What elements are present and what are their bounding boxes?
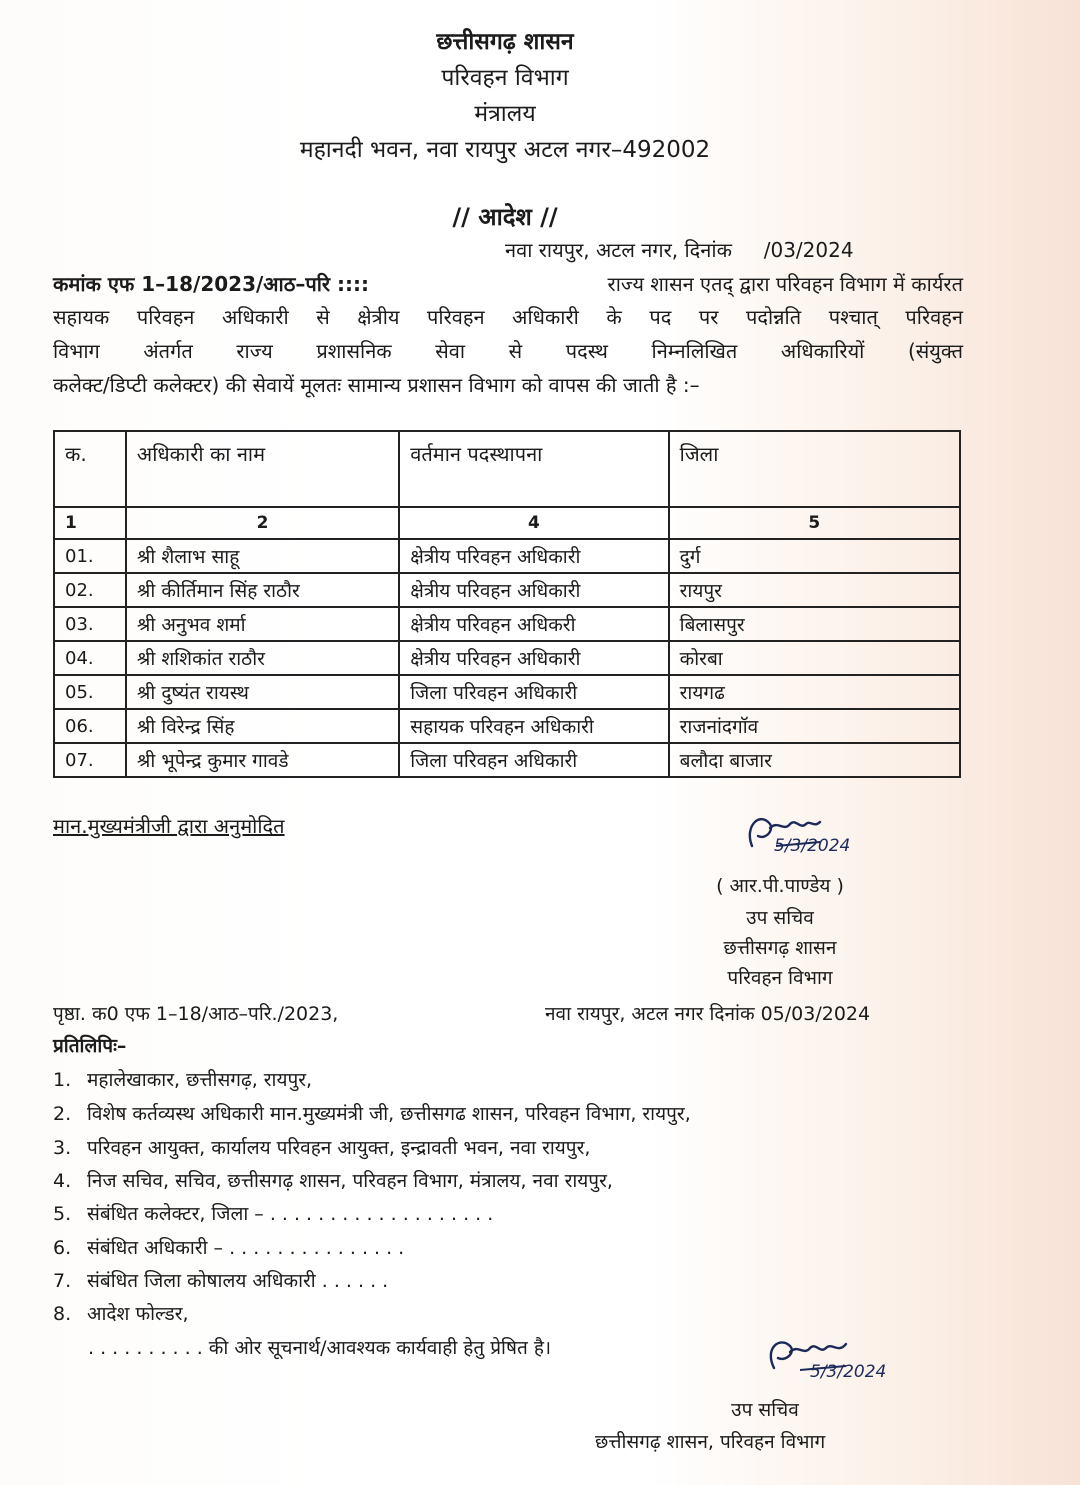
row-district: दुर्ग bbox=[669, 539, 960, 573]
copy-item bbox=[53, 1066, 312, 1092]
office-heading: मंत्रालय bbox=[474, 101, 536, 127]
order-line-4: कलेक्ट/डिप्टी कलेक्टर) की सेवायें मूलतः सामान्य प्रशासन विभाग को वापस की जाती है :– bbox=[53, 373, 700, 397]
copy-text: विशेष कर्तव्यस्थ अधिकारी मान.मुख्यमंत्री जी, छत्तीसगढ शासन, परिवहन विभाग, रायपुर, bbox=[87, 1103, 691, 1125]
order-title: // आदेश // bbox=[452, 203, 558, 231]
col-number-2: 2 bbox=[126, 507, 399, 539]
copy-number: 4. bbox=[53, 1170, 72, 1192]
row-name: श्री भूपेन्द्र कुमार गावडे bbox=[126, 743, 399, 777]
row-district: बिलासपुर bbox=[669, 607, 960, 641]
copy-number: 7. bbox=[53, 1270, 72, 1292]
table-row bbox=[54, 573, 960, 607]
copy-number: 8. bbox=[53, 1303, 72, 1325]
approval-note: मान.मुख्यमंत्रीजी द्वारा अनुमोदित bbox=[53, 814, 285, 838]
copy-text: संबंधित कलेक्टर, जिला – . . . . . . . . . . . . . . . . . . . bbox=[87, 1203, 494, 1225]
signatory-1-designation: उप सचिव bbox=[746, 907, 814, 929]
signature-1 bbox=[740, 806, 890, 868]
table-header-row bbox=[54, 431, 960, 507]
copy-number: 2. bbox=[53, 1103, 72, 1125]
copy-number: 1. bbox=[53, 1069, 72, 1091]
row-name: श्री दुष्यंत रायस्थ bbox=[126, 675, 399, 709]
copy-item bbox=[53, 1100, 691, 1126]
row-district: रायगढ bbox=[669, 675, 960, 709]
department-heading: परिवहन विभाग bbox=[441, 65, 569, 91]
row-name: श्री विरेन्द्र सिंह bbox=[126, 709, 399, 743]
row-serial: 03. bbox=[54, 607, 126, 641]
row-serial: 04. bbox=[54, 641, 126, 675]
order-date: नवा रायपुर, अटल नगर, दिनांक /03/2024 bbox=[505, 238, 854, 262]
row-district: कोरबा bbox=[669, 641, 960, 675]
copy-item bbox=[53, 1300, 189, 1326]
endorsement-date: नवा रायपुर, अटल नगर दिनांक 05/03/2024 bbox=[545, 1003, 871, 1025]
row-posting: जिला परिवहन अधिकारी bbox=[399, 743, 668, 777]
copy-text: परिवहन आयुक्त, कार्यालय परिवहन आयुक्त, इन्द्रावती भवन, नवा रायपुर, bbox=[87, 1137, 591, 1159]
copy-text: महालेखाकार, छत्तीसगढ़, रायपुर, bbox=[87, 1069, 313, 1091]
signature-2-date: 5/3/2024 bbox=[810, 1362, 887, 1382]
copy-number: 6. bbox=[53, 1237, 72, 1259]
table-row bbox=[54, 641, 960, 675]
row-serial: 02. bbox=[54, 573, 126, 607]
copy-text: संबंधित जिला कोषालय अधिकारी . . . . . . bbox=[87, 1270, 389, 1292]
row-posting: सहायक परिवहन अधिकारी bbox=[399, 709, 668, 743]
row-name: श्री अनुभव शर्मा bbox=[126, 607, 399, 641]
copy-item bbox=[53, 1234, 404, 1260]
col-number-4: 4 bbox=[399, 507, 668, 539]
row-name: श्री शशिकांत राठौर bbox=[126, 641, 399, 675]
signatory-2-designation: उप सचिव bbox=[731, 1399, 799, 1421]
copy-item bbox=[53, 1200, 493, 1226]
row-district: राजनांदगॉव bbox=[669, 709, 960, 743]
copy-text: निज सचिव, सचिव, छत्तीसगढ़ शासन, परिवहन विभाग, मंत्रालय, नवा रायपुर, bbox=[87, 1170, 613, 1192]
order-text-1: राज्य शासन एतद् द्वारा परिवहन विभाग में कार्यरत bbox=[607, 272, 963, 296]
closing-note: . . . . . . . . . . की ओर सूचनार्थ/आवश्यक कार्यवाही हेतु प्रेषित है। bbox=[88, 1337, 552, 1359]
row-district: बलौदा बाजार bbox=[669, 743, 960, 777]
order-number: कमांक एफ 1–18/2023/आठ–परि :::: bbox=[53, 272, 370, 296]
signature-1-date: 5/3/2024 bbox=[774, 836, 851, 856]
officers-table bbox=[53, 430, 961, 778]
signatory-1-government: छत्तीसगढ़ शासन bbox=[723, 937, 837, 959]
signatory-1-department: परिवहन विभाग bbox=[727, 967, 833, 989]
row-serial: 06. bbox=[54, 709, 126, 743]
copy-number: 3. bbox=[53, 1137, 72, 1159]
copy-text: आदेश फोल्डर, bbox=[87, 1303, 189, 1325]
header-posting: वर्तमान पदस्थापना bbox=[399, 431, 668, 507]
copy-item bbox=[53, 1134, 590, 1160]
copy-item bbox=[53, 1167, 613, 1193]
row-posting: क्षेत्रीय परिवहन अधिकारी bbox=[399, 573, 668, 607]
table-row bbox=[54, 709, 960, 743]
row-district: रायपुर bbox=[669, 573, 960, 607]
table-row bbox=[54, 607, 960, 641]
header-district: जिला bbox=[669, 431, 960, 507]
header-serial: क. bbox=[54, 431, 126, 507]
government-heading: छत्तीसगढ़ शासन bbox=[436, 29, 574, 55]
table-column-number-row bbox=[54, 507, 960, 539]
row-posting: क्षेत्रीय परिवहन अधिकरी bbox=[399, 607, 668, 641]
copy-label: प्रतिलिपिः– bbox=[53, 1035, 127, 1057]
row-posting: क्षेत्रीय परिवहन अधिकारी bbox=[399, 539, 668, 573]
copy-number: 5. bbox=[53, 1203, 72, 1225]
signatory-2-government-department: छत्तीसगढ़ शासन, परिवहन विभाग bbox=[595, 1431, 826, 1453]
row-serial: 01. bbox=[54, 539, 126, 573]
signature-2 bbox=[762, 1330, 912, 1392]
row-serial: 05. bbox=[54, 675, 126, 709]
table-row bbox=[54, 675, 960, 709]
row-name: श्री कीर्तिमान सिंह राठौर bbox=[126, 573, 399, 607]
order-line-3: विभाग अंतर्गत राज्य प्रशासनिक सेवा से पदस्थ निम्नलिखित अधिकारियों (संयुक्त bbox=[53, 339, 963, 363]
row-posting: जिला परिवहन अधिकारी bbox=[399, 675, 668, 709]
table-row bbox=[54, 743, 960, 777]
row-name: श्री शैलाभ साहू bbox=[126, 539, 399, 573]
row-serial: 07. bbox=[54, 743, 126, 777]
endorsement-number: पृष्ठा. क0 एफ 1–18/आठ–परि./2023, bbox=[53, 1003, 339, 1025]
copy-item bbox=[53, 1267, 388, 1293]
order-line-2: सहायक परिवहन अधिकारी से क्षेत्रीय परिवहन अधिकारी के पद पर पदोन्नति पश्चात् परिवहन bbox=[53, 305, 963, 329]
signature-2-scribble bbox=[762, 1330, 912, 1392]
col-number-5: 5 bbox=[669, 507, 960, 539]
row-posting: क्षेत्रीय परिवहन अधिकारी bbox=[399, 641, 668, 675]
table-row bbox=[54, 539, 960, 573]
address-heading: महानदी भवन, नवा रायपुर अटल नगर–492002 bbox=[299, 137, 711, 163]
col-number-1: 1 bbox=[54, 507, 126, 539]
signatory-1-name: ( आर.पी.पाण्डेय ) bbox=[716, 875, 844, 897]
copy-text: संबंधित अधिकारी – . . . . . . . . . . . . . . . bbox=[87, 1237, 405, 1259]
order-line-1 bbox=[53, 270, 963, 297]
header-name: अधिकारी का नाम bbox=[126, 431, 399, 507]
